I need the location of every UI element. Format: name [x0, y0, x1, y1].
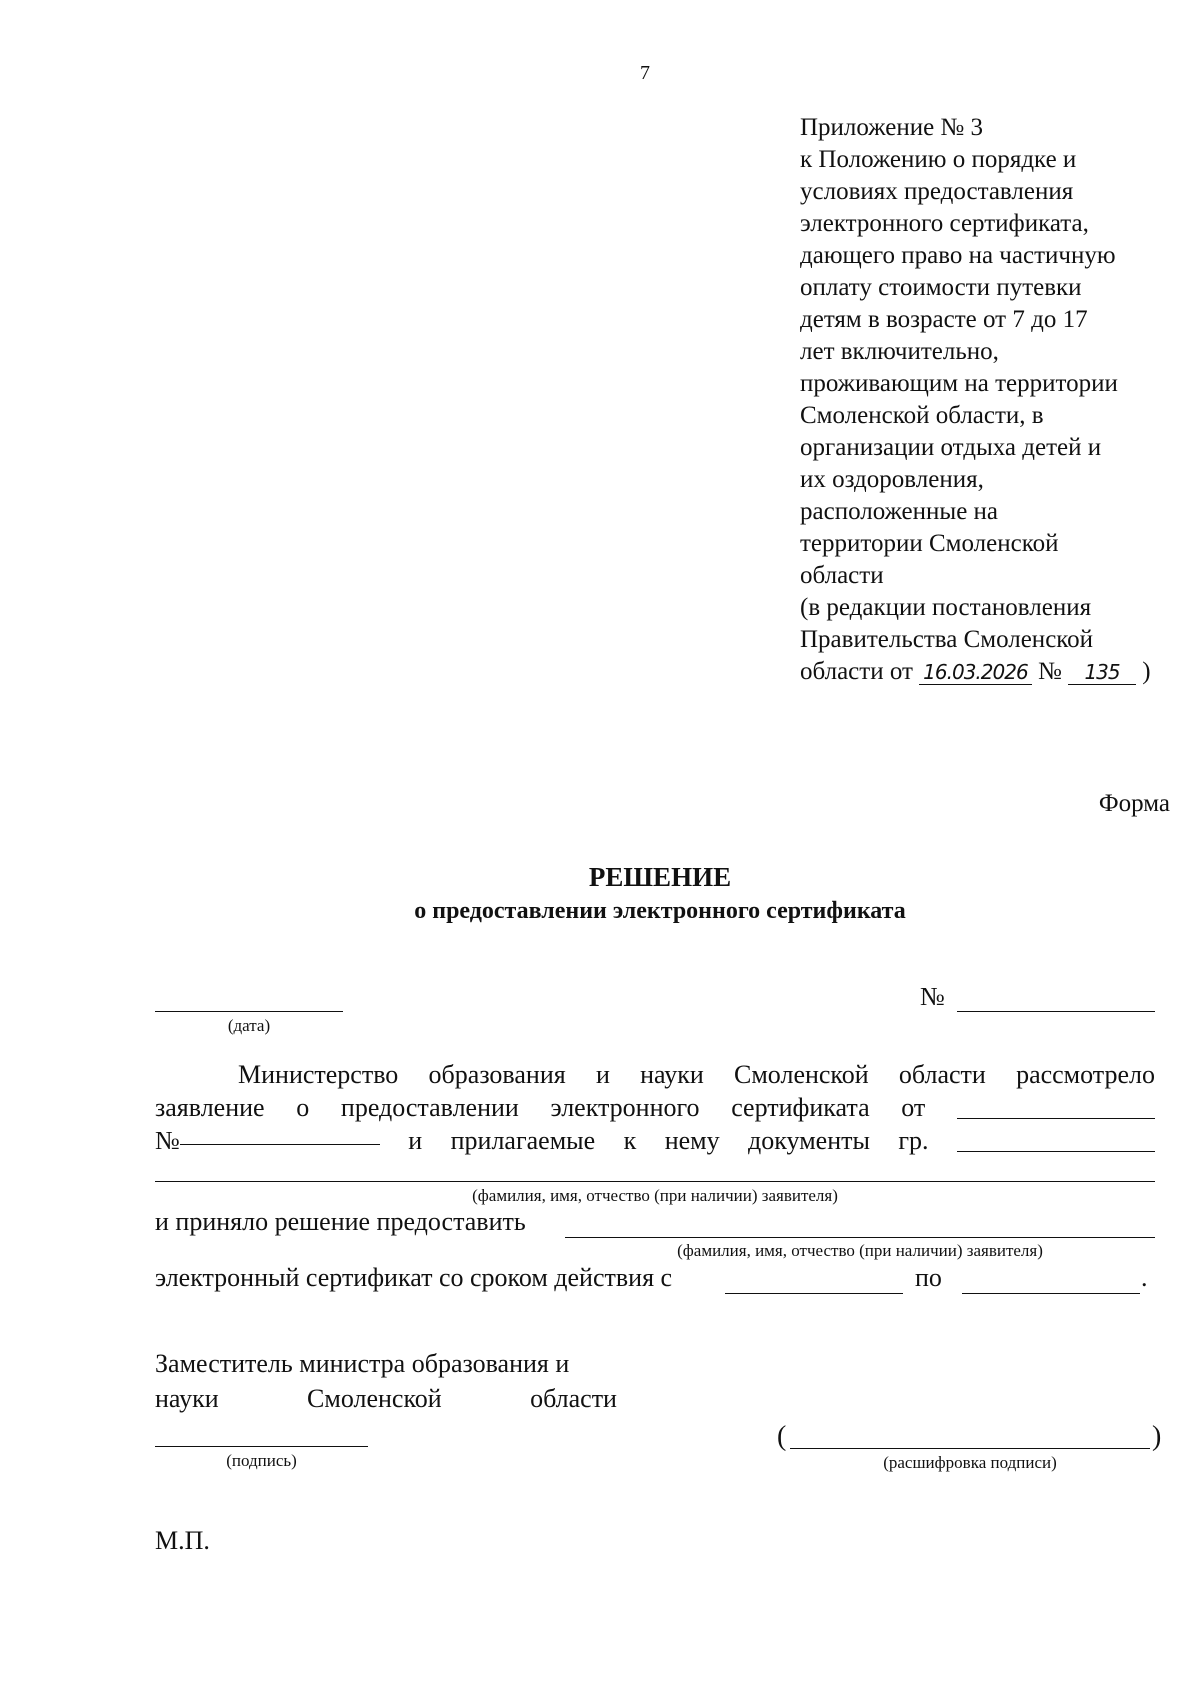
body-word: электронного	[550, 1093, 700, 1122]
appendix-block	[800, 112, 1180, 688]
appendix-line: лет включительно,	[800, 338, 999, 365]
validity-start-field-line[interactable]	[725, 1293, 903, 1294]
body-word: заявление	[155, 1093, 265, 1122]
appendix-line: расположенные на	[800, 498, 999, 525]
body-word: и	[595, 1060, 610, 1089]
body-word: образования	[428, 1060, 566, 1089]
decision-number-sign: №	[920, 982, 945, 1011]
body-word: о	[296, 1093, 310, 1122]
appendix-line: условиях предоставления	[800, 178, 1074, 205]
application-date-field-line[interactable]	[957, 1117, 1155, 1119]
form-label: Форма	[1098, 790, 1170, 817]
handwritten-date: 16.03.2026	[919, 660, 1032, 685]
appendix-line: организации отдыха детей и	[800, 434, 1102, 461]
appendix-number-sign: №	[1037, 658, 1062, 685]
body-word: документы	[748, 1126, 870, 1155]
appendix-line: проживающим на территории	[800, 370, 1118, 397]
body-line-3	[155, 1126, 1155, 1156]
validity-end-field-line[interactable]	[962, 1293, 1140, 1294]
appendix-line: области	[800, 562, 884, 589]
appendix-closing-paren: )	[1142, 658, 1151, 685]
application-number-sign: №	[155, 1126, 180, 1155]
application-number-group	[155, 1126, 380, 1156]
body-word: гр.	[898, 1126, 929, 1155]
appendix-line: Правительства Смоленской	[800, 626, 1094, 653]
signatory-position-line-2	[155, 1384, 617, 1414]
appendix-line: к Положению о порядке и	[800, 146, 1077, 173]
body-word: и	[408, 1126, 423, 1155]
validity-to-text: по	[915, 1263, 942, 1292]
appendix-line: оплату стоимости путевки	[800, 274, 1082, 301]
body-word: области	[898, 1060, 986, 1089]
appendix-line: дающего право на частичную	[800, 242, 1116, 269]
citizen-field-line[interactable]	[957, 1150, 1155, 1152]
body-word: к	[623, 1126, 637, 1155]
decoding-open-paren: (	[777, 1421, 787, 1452]
body-word: сертификата	[731, 1093, 870, 1122]
application-number-field-line[interactable]	[180, 1143, 380, 1145]
appendix-last-line-prefix: области от	[800, 658, 913, 685]
body-word: Министерство	[238, 1060, 399, 1089]
body-word: нему	[664, 1126, 720, 1155]
recipient-name-field-line[interactable]	[565, 1237, 1155, 1238]
body-word: от	[901, 1093, 926, 1122]
document-subtitle: о предоставлении электронного сертификата	[414, 898, 906, 924]
validity-end-dot: .	[1141, 1263, 1148, 1292]
appendix-line: детям в возрасте от 7 до 17	[800, 306, 1088, 333]
body-word: Смоленской	[734, 1060, 869, 1089]
stamp-place: М.П.	[155, 1526, 210, 1555]
appendix-line: Смоленской области, в	[800, 402, 1044, 429]
document-title: РЕШЕНИЕ	[588, 862, 732, 892]
position-word: науки	[155, 1384, 219, 1413]
decoding-caption: (расшифровка подписи)	[883, 1453, 1057, 1472]
decision-number-field-line[interactable]	[957, 1011, 1155, 1012]
date-field-line[interactable]	[155, 1011, 343, 1012]
body-word: прилагаемые	[450, 1126, 596, 1155]
appendix-line: Приложение № 3	[800, 114, 984, 141]
body-line-1	[238, 1060, 1155, 1090]
appendix-last-line	[800, 656, 1180, 688]
signatory-position-line-1: Заместитель министра образования и	[155, 1349, 570, 1378]
date-caption: (дата)	[227, 1016, 271, 1035]
body-word: науки	[640, 1060, 704, 1089]
body-word: рассмотрело	[1016, 1060, 1155, 1089]
page-number: 7	[640, 62, 650, 84]
appendix-line: электронного сертификата,	[800, 210, 1089, 237]
appendix-line: их оздоровления,	[800, 466, 984, 493]
signature-field-line[interactable]	[155, 1446, 368, 1447]
body-word: предоставлении	[340, 1093, 519, 1122]
signature-decoding-field-line[interactable]	[790, 1448, 1150, 1449]
applicant-name-field-line[interactable]	[155, 1181, 1155, 1182]
appendix-line: территории Смоленской	[800, 530, 1059, 557]
applicant-caption-1: (фамилия, имя, отчество (при наличии) заявителя)	[472, 1186, 838, 1205]
handwritten-number: 135	[1068, 660, 1136, 685]
applicant-caption-2: (фамилия, имя, отчество (при наличии) заявителя)	[677, 1241, 1043, 1260]
validity-text: электронный сертификат со сроком действия с	[155, 1263, 673, 1292]
decision-text: и приняло решение предоставить	[155, 1207, 526, 1236]
appendix-line: (в редакции постановления	[800, 594, 1092, 621]
position-word: Смоленской	[307, 1384, 442, 1413]
body-line-2	[155, 1093, 1155, 1123]
decoding-close-paren: )	[1152, 1421, 1162, 1452]
position-word: области	[530, 1384, 617, 1413]
signature-caption: (подпись)	[226, 1451, 297, 1470]
